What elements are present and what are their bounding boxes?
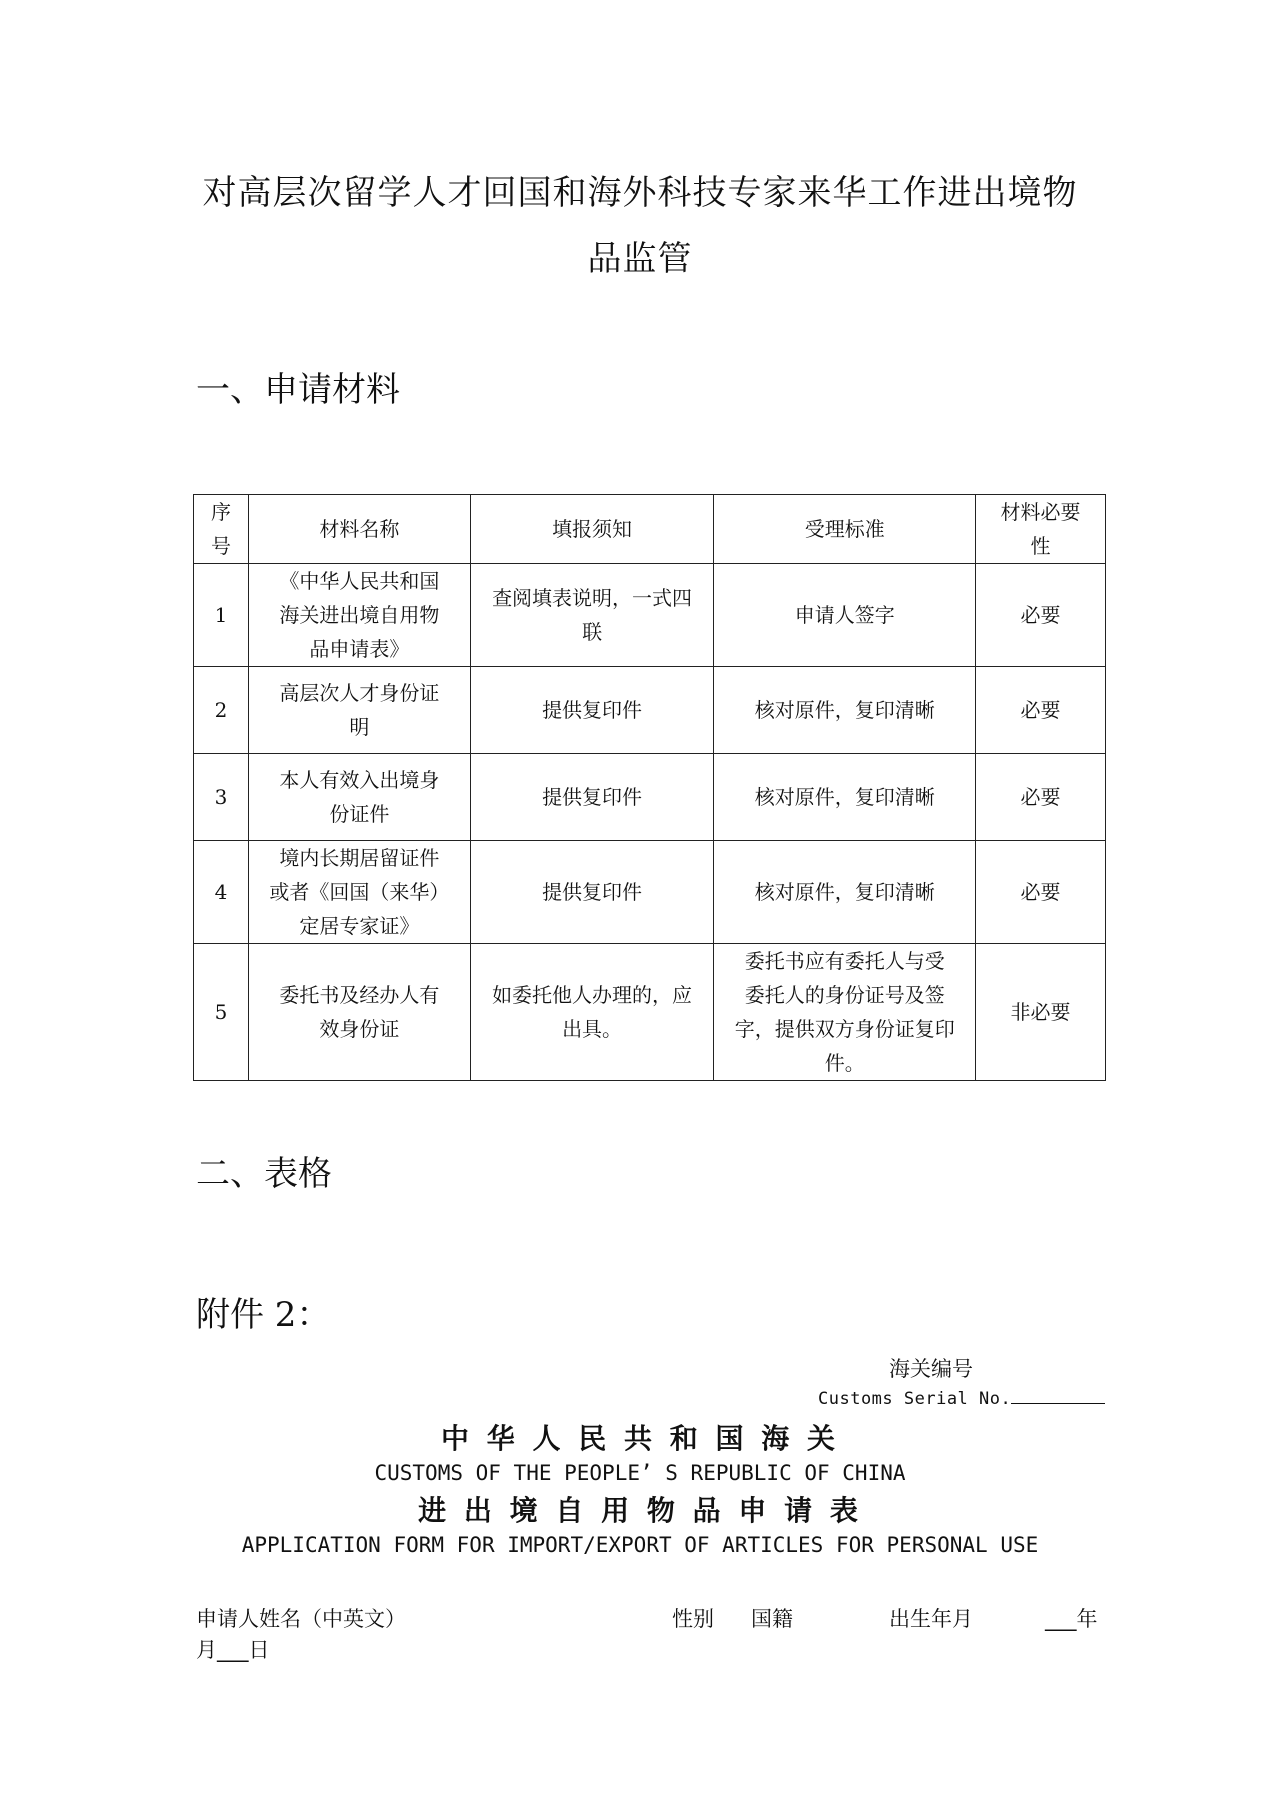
row-instructions: 查阅填表说明，一式四 联 <box>470 564 714 667</box>
table-row <box>194 841 1106 944</box>
row-instructions: 提供复印件 <box>470 754 714 841</box>
row-seq: 4 <box>194 841 249 944</box>
nationality-label: 国籍 <box>751 1607 793 1631</box>
header-material-name: 材料名称 <box>248 495 470 564</box>
row-necessity: 必要 <box>976 841 1106 944</box>
row-standard: 核对原件，复印清晰 <box>714 754 976 841</box>
row-material-name: 《中华人民共和国 海关进出境自用物 品申请表》 <box>248 564 470 667</box>
row-necessity: 必要 <box>976 667 1106 754</box>
gender-label: 性别 <box>672 1607 714 1631</box>
row-seq: 5 <box>194 944 249 1081</box>
birth-year-field[interactable]: ___年 <box>1045 1607 1098 1631</box>
table-row <box>194 564 1106 667</box>
row-seq: 1 <box>194 564 249 667</box>
row-standard: 申请人签字 <box>714 564 976 667</box>
document-title <box>190 160 1090 292</box>
row-instructions: 提供复印件 <box>470 841 714 944</box>
title-line-1: 对高层次留学人才回国和海外科技专家来华工作进出境物 <box>202 173 1078 213</box>
row-material-name: 境内长期居留证件 或者《回国（来华） 定居专家证》 <box>248 841 470 944</box>
form-title-cn: 进 出 境 自 用 物 品 申 请 表 <box>418 1494 862 1527</box>
table-header-row <box>194 495 1106 564</box>
header-seq: 序 号 <box>194 495 249 564</box>
row-material-name: 高层次人才身份证 明 <box>248 667 470 754</box>
header-instructions: 填报须知 <box>470 495 714 564</box>
serial-label-cn: 海关编号 <box>889 1357 973 1381</box>
row-standard: 核对原件，复印清晰 <box>714 667 976 754</box>
serial-label-en: Customs Serial No. <box>818 1389 1012 1409</box>
header-standard: 受理标准 <box>714 495 976 564</box>
attachment-label: 附件 2： <box>196 1295 331 1335</box>
header-necessity: 材料必要 性 <box>976 495 1106 564</box>
row-seq: 3 <box>194 754 249 841</box>
row-necessity: 必要 <box>976 564 1106 667</box>
row-standard: 核对原件，复印清晰 <box>714 841 976 944</box>
title-line-2: 品监管 <box>587 239 693 279</box>
serial-blank[interactable] <box>1011 1389 1105 1404</box>
row-seq: 2 <box>194 667 249 754</box>
table-row <box>194 667 1106 754</box>
form-org-en: CUSTOMS OF THE PEOPLE’ S REPUBLIC OF CHINA <box>374 1461 906 1485</box>
serial-field <box>818 1389 1105 1409</box>
row-necessity: 非必要 <box>976 944 1106 1081</box>
row-material-name: 本人有效入出境身 份证件 <box>248 754 470 841</box>
birth-month-day-field[interactable]: 月___日 <box>196 1638 270 1662</box>
section-heading-materials: 一、申请材料 <box>196 370 400 410</box>
materials-table <box>193 494 1106 1081</box>
birth-label: 出生年月 <box>889 1607 973 1631</box>
row-necessity: 必要 <box>976 754 1106 841</box>
row-material-name: 委托书及经办人有 效身份证 <box>248 944 470 1081</box>
applicant-name-label: 申请人姓名（中英文） <box>196 1607 406 1631</box>
row-standard: 委托书应有委托人与受 委托人的身份证号及签 字，提供双方身份证复印 件。 <box>714 944 976 1081</box>
table-row <box>194 944 1106 1081</box>
form-title-en: APPLICATION FORM FOR IMPORT/EXPORT OF ARTICLES FOR PERSONAL USE <box>241 1533 1039 1557</box>
row-instructions: 提供复印件 <box>470 667 714 754</box>
section-heading-forms: 二、表格 <box>196 1154 332 1194</box>
form-org-cn: 中 华 人 民 共 和 国 海 关 <box>441 1422 839 1455</box>
row-instructions: 如委托他人办理的，应 出具。 <box>470 944 714 1081</box>
table-row <box>194 754 1106 841</box>
